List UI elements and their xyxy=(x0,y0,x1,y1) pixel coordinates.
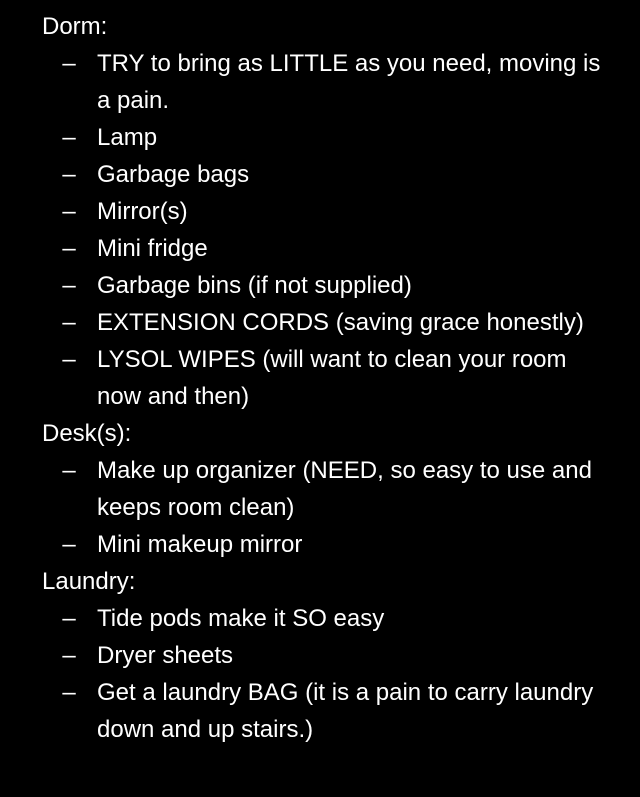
list-item xyxy=(0,341,640,415)
dash-bullet-icon xyxy=(60,267,78,304)
section-heading: Laundry: xyxy=(42,568,136,595)
list-item xyxy=(0,637,640,674)
list-item xyxy=(0,156,640,193)
list-item xyxy=(0,267,640,304)
section-desks xyxy=(0,415,640,563)
dash-bullet-icon xyxy=(60,119,78,156)
dash-bullet-icon xyxy=(60,156,78,193)
list-item xyxy=(0,526,640,563)
list-item xyxy=(0,304,640,341)
dash-bullet-icon xyxy=(60,45,78,82)
notes-document xyxy=(0,8,640,748)
dash-bullet-icon xyxy=(60,304,78,341)
dash-bullet-icon xyxy=(60,452,78,489)
list-item xyxy=(0,193,640,230)
list-item-text: Get a laundry BAG (it is a pain to carry laundry down and up stairs.) xyxy=(97,679,594,743)
list-item-text: Lamp xyxy=(97,124,158,151)
section-heading: Dorm: xyxy=(42,13,108,40)
list-item-text: Mini makeup mirror xyxy=(97,531,303,558)
list-item-text: Make up organizer (NEED, so easy to use and keeps room clean) xyxy=(97,457,592,521)
section-laundry xyxy=(0,563,640,748)
bullet-list xyxy=(0,600,640,748)
bullet-list xyxy=(0,452,640,563)
list-item xyxy=(0,674,640,748)
list-item-text: TRY to bring as LITTLE as you need, moving is a pain. xyxy=(97,50,601,114)
bullet-list xyxy=(0,45,640,415)
list-item-text: Mirror(s) xyxy=(97,198,188,225)
list-item-text: LYSOL WIPES (will want to clean your room now and then) xyxy=(97,346,567,410)
list-item-text: Tide pods make it SO easy xyxy=(97,605,385,632)
list-item-text: Garbage bins (if not supplied) xyxy=(97,272,412,299)
dash-bullet-icon xyxy=(60,526,78,563)
list-item-text: EXTENSION CORDS (saving grace honestly) xyxy=(97,309,584,336)
dash-bullet-icon xyxy=(60,193,78,230)
list-item xyxy=(0,230,640,267)
list-item-text: Mini fridge xyxy=(97,235,208,262)
dash-bullet-icon xyxy=(60,674,78,711)
list-item xyxy=(0,452,640,526)
list-item-text: Dryer sheets xyxy=(97,642,234,669)
dash-bullet-icon xyxy=(60,600,78,637)
list-item xyxy=(0,119,640,156)
dash-bullet-icon xyxy=(60,637,78,674)
dash-bullet-icon xyxy=(60,230,78,267)
list-item xyxy=(0,45,640,119)
dash-bullet-icon xyxy=(60,341,78,378)
section-heading: Desk(s): xyxy=(42,420,132,447)
list-item-text: Garbage bags xyxy=(97,161,250,188)
list-item xyxy=(0,600,640,637)
section-dorm xyxy=(0,8,640,415)
